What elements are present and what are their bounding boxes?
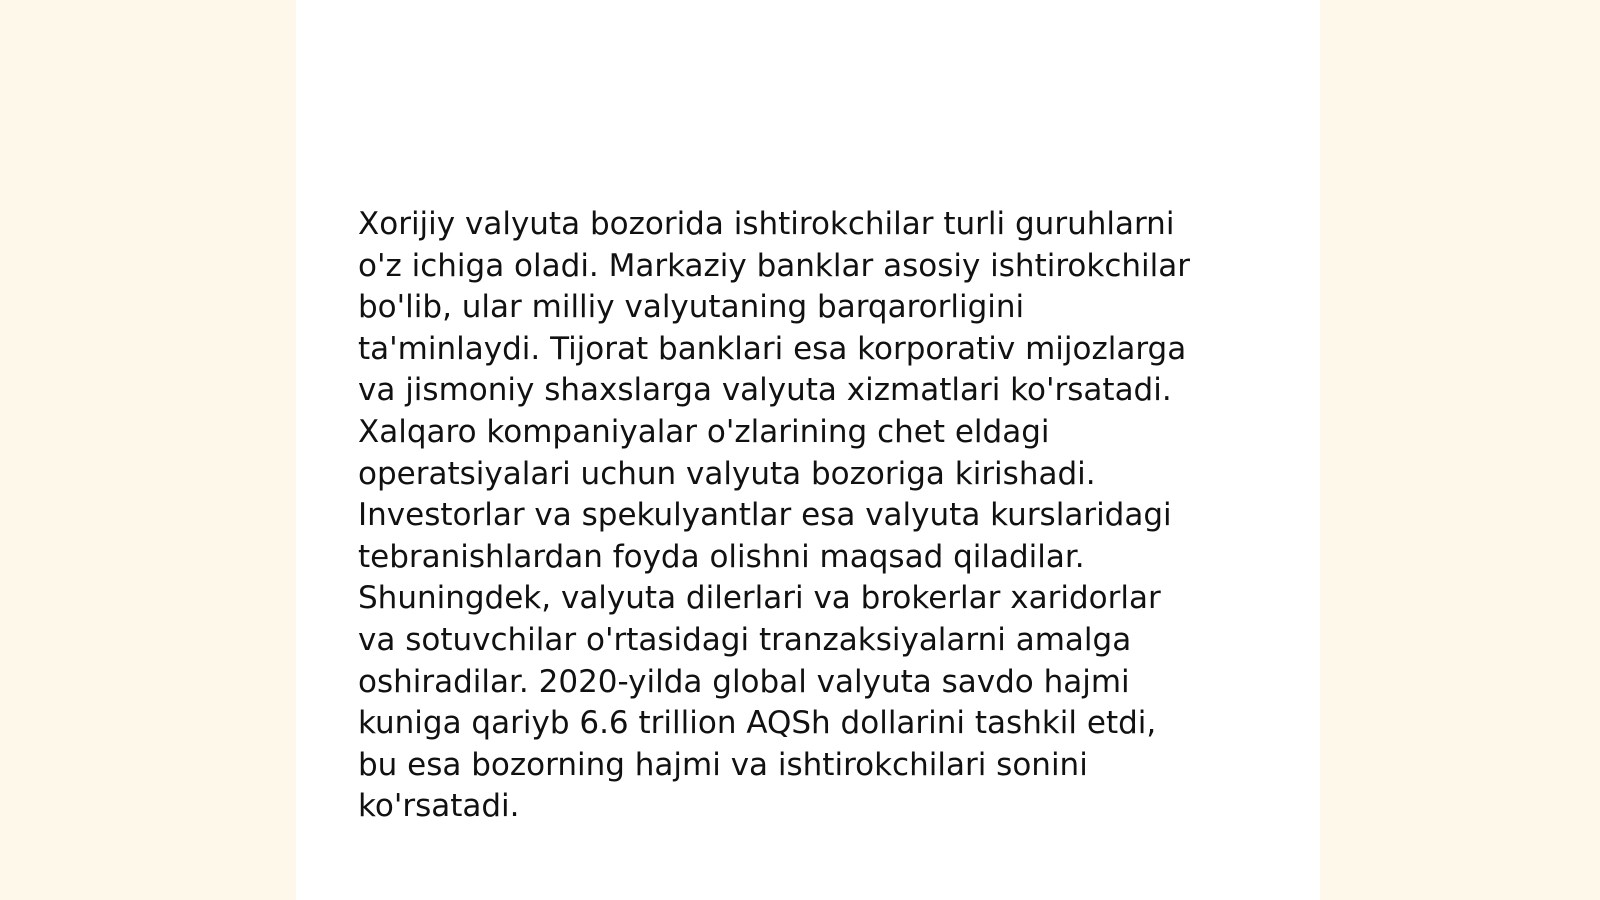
paragraph-line-7: operatsiyalari uchun valyuta bozoriga kirishadi. xyxy=(358,455,1096,492)
paragraph-line-12: oshiradilar. 2020-yilda global valyuta savdo hajmi xyxy=(358,663,1130,700)
paragraph-line-3: bo'lib, ular milliy valyutaning barqarorligini xyxy=(358,289,1025,326)
paragraph-line-8: Investorlar va spekulyantlar esa valyuta kurslaridagi xyxy=(358,497,1172,534)
paragraph-line-5: va jismoniy shaxslarga valyuta xizmatlari ko'rsatadi. xyxy=(358,372,1172,409)
paragraph-line-15: ko'rsatadi. xyxy=(358,788,520,825)
body-paragraph xyxy=(358,204,1258,828)
paragraph-line-11: va sotuvchilar o'rtasidagi tranzaksiyalarni amalga xyxy=(358,621,1132,658)
document-page xyxy=(296,0,1320,900)
paragraph-line-6: Xalqaro kompaniyalar o'zlarining chet eldagi xyxy=(358,413,1050,450)
paragraph-line-14: bu esa bozorning hajmi va ishtirokchilari sonini xyxy=(358,746,1088,783)
paragraph-line-1: Xorijiy valyuta bozorida ishtirokchilar turli guruhlarni xyxy=(358,206,1175,242)
paragraph-line-9: tebranishlardan foyda olishni maqsad qiladilar. xyxy=(358,538,1085,575)
paragraph-line-4: ta'minlaydi. Tijorat banklari esa korporativ mijozlarga xyxy=(358,330,1187,367)
paragraph-line-10: Shuningdek, valyuta dilerlari va brokerlar xaridorlar xyxy=(358,580,1161,617)
paragraph-line-2: o'z ichiga oladi. Markaziy banklar asosiy ishtirokchilar xyxy=(358,247,1190,284)
paragraph-line-13: kuniga qariyb 6.6 trillion AQSh dollarini tashkil etdi, xyxy=(358,705,1157,742)
